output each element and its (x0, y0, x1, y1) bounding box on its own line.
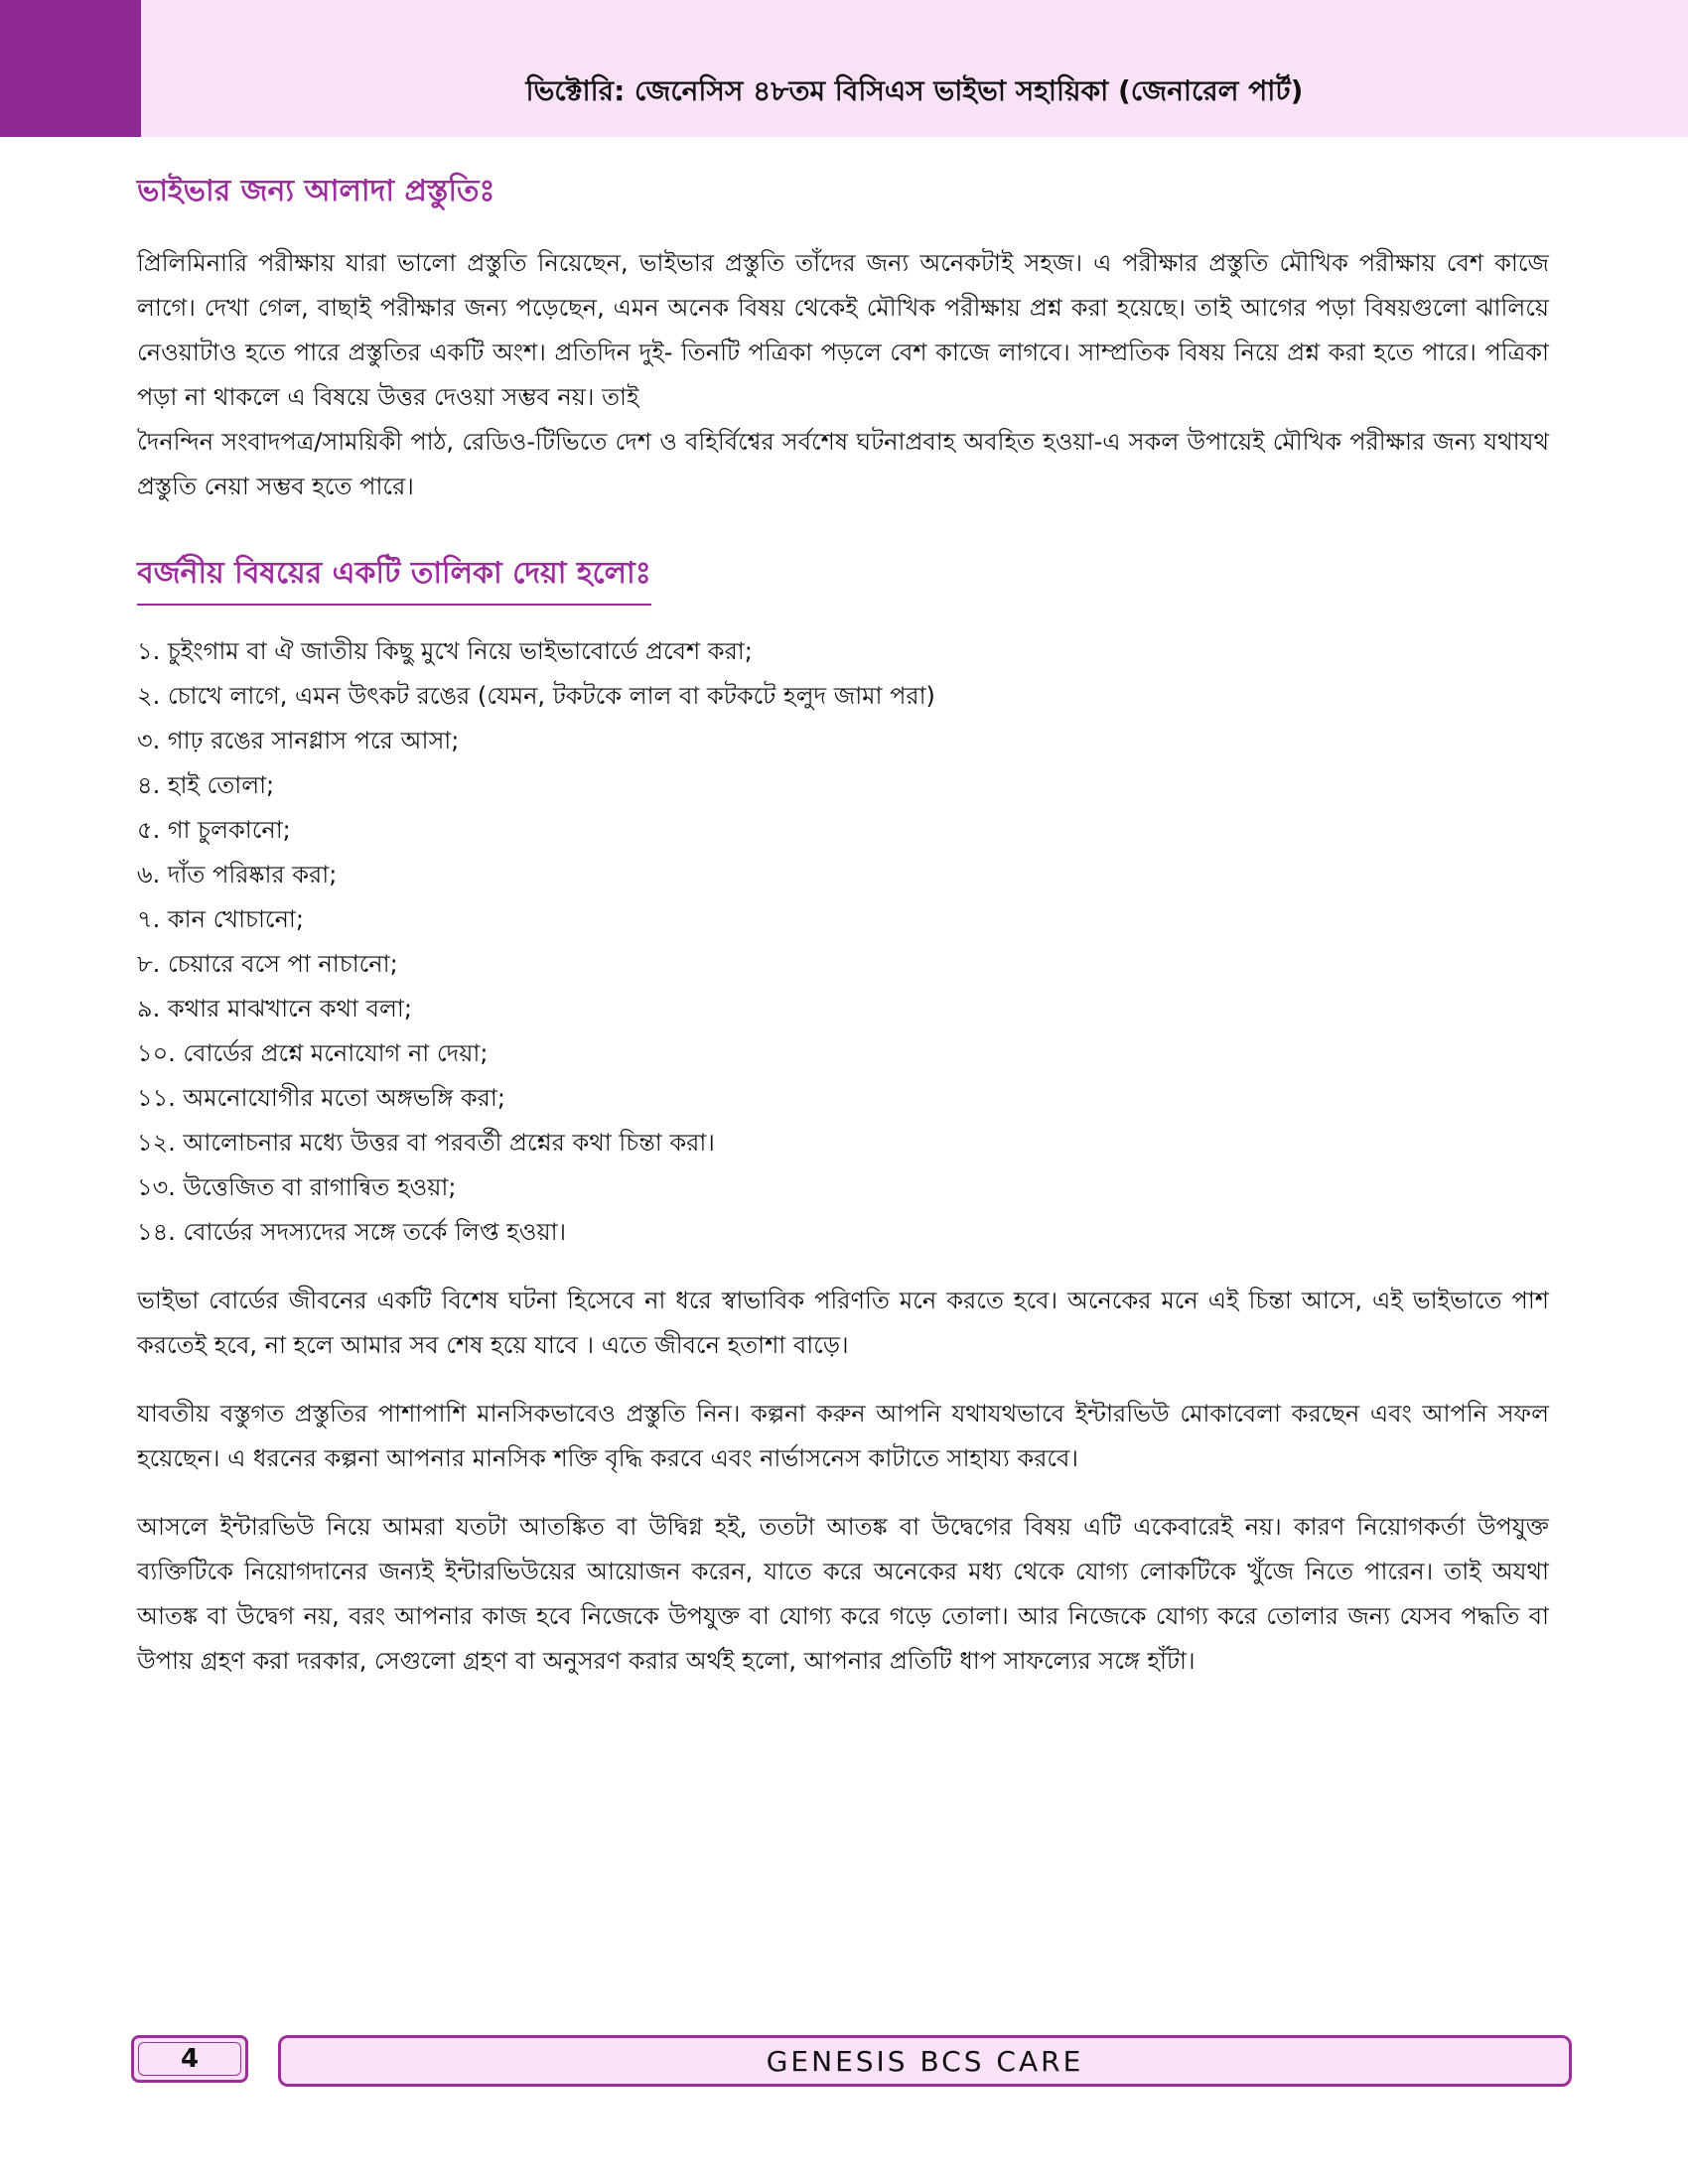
main-content (137, 167, 1549, 1684)
paragraph-preparation-1: প্রিলিমিনারি পরীক্ষায় যারা ভালো প্রস্তুতি নিয়েছেন, ভাইভার প্রস্তুতি তাঁদের জন্য অনেকটাই সহজ। এ পরীক্ষার প্রস্তুতি মৌখিক পরীক্ষায় বেশ কাজে লাগে। দেখা গেল, বাছাই পরীক্ষার জন্য পড়েছেন, এমন অনেক বিষয় থেকেই মৌখিক পরীক্ষায় প্রশ্ন করা হয়েছে। তাই আগের পড়া বিষয়গুলো ঝালিয়ে নেওয়াটাও হতে পারে প্রস্তুতির একটি অংশ। প্রতিদিন দুই- তিনটি পত্রিকা পড়লে বেশ কাজে লাগবে। সাম্প্রতিক বিষয় নিয়ে প্রশ্ন করা হতে পারে। পত্রিকা পড়া না থাকলে এ বিষয়ে উত্তর দেওয়া সম্ভব নয়। তাই (137, 249, 1550, 411)
paragraph-viva-mindset: ভাইভা বোর্ডের জীবনের একটি বিশেষ ঘটনা হিসেবে না ধরে স্বাভাবিক পরিণতি মনে করতে হবে। অনেকের মনে এই চিন্তা আসে, এই ভাইভাতে পাশ করতেই হবে, না হলে আমার সব শেষ হয়ে যাবে । এতে জীবনে হতাশা বাড়ে। (137, 1287, 1549, 1359)
page-header-band (0, 0, 1688, 137)
list-item: ১. চুইংগাম বা ঐ জাতীয় কিছু মুখে নিয়ে ভাইভাবোর্ডে প্রবেশ করা; (137, 637, 753, 665)
header-accent-block (0, 0, 141, 137)
section-heading-wrapper (137, 549, 1549, 606)
paragraph-mental-preparation: যাবতীয় বস্তুগত প্রস্তুতির পাশাপাশি মানসিকভাবেও প্রস্তুতি নিন। কল্পনা করুন আপনি যথাযথভাবে ইন্টারভিউ মোকাবেলা করছেন এবং আপনি সফল হয়েছেন। এ ধরনের কল্পনা আপনার মানসিক শক্তি বৃদ্ধি করবে এবং নার্ভাসনেস কাটাতে সাহায্য করবে। (137, 1400, 1549, 1472)
section-heading-preparation: ভাইভার জন্য আলাদা প্রস্তুতিঃ (137, 174, 495, 208)
paragraph-preparation-2: দৈনন্দিন সংবাদপত্র/সাময়িকী পাঠ, রেডিও-টিভিতে দেশ ও বহির্বিশ্বের সর্বশেষ ঘটনাপ্রবাহ অবহিত হওয়া-এ সকল উপায়েই মৌখিক পরীক্ষার জন্য যথাযথ প্রস্তুতি নেয়া সম্ভব হতে পারে। (137, 428, 1549, 500)
list-item: ৩. গাঢ় রঙের সানগ্লাস পরে আসা; (137, 727, 460, 754)
list-item: ৬. দাঁত পরিষ্কার করা; (137, 861, 338, 888)
page-number: 4 (180, 2044, 200, 2074)
list-item: ৮. চেয়ারে বসে পা নাচানো; (137, 950, 398, 978)
page-header-title: ভিক্টোরি: জেনেসিস ৪৮তম বিসিএস ভাইভা সহায়িকা (জেনারেল পার্ট) (525, 74, 1304, 107)
list-item: ২. চোখে লাগে, এমন উৎকট রঙের (যেমন, টকটকে লাল বা কটকটে হলুদ জামা পরা) (137, 682, 935, 710)
section-heading-avoid-list: বর্জনীয় বিষয়ের একটি তালিকা দেয়া হলোঃ (137, 549, 651, 606)
list-item: ১২. আলোচনার মধ্যে উত্তর বা পরবর্তী প্রশ্নের কথা চিন্তা করা। (137, 1129, 715, 1157)
list-item: ১১. অমনোযোগীর মতো অঙ্গভঙ্গি করা; (137, 1084, 505, 1112)
page-number-box (131, 2035, 248, 2083)
list-item: ১০. বোর্ডের প্রশ্নে মনোযোগ না দেয়া; (137, 1039, 489, 1067)
list-item: ৭. কান খোচানো; (137, 905, 304, 933)
list-item: ১৪. বোর্ডের সদস্যদের সঙ্গে তর্কে লিপ্ত হওয়া। (137, 1218, 567, 1246)
footer-brand-text: GENESIS BCS CARE (766, 2044, 1084, 2078)
list-item: ৫. গা চুলকানো; (137, 816, 291, 844)
footer-brand-box (278, 2035, 1572, 2087)
paragraph-interview-anxiety: আসলে ইন্টারভিউ নিয়ে আমরা যতটা আতঙ্কিত বা উদ্বিগ্ন হই, ততটা আতঙ্ক বা উদ্বেগের বিষয় এটি একেবারেই নয়। কারণ নিয়োগকর্তা উপযুক্ত ব্যক্তিটিকে নিয়োগদানের জন্যই ইন্টারভিউয়ের আয়োজন করেন, যাতে করে অনেকের মধ্য থেকে যোগ্য লোকটিকে খুঁজে নিতে পারেন। তাই অযথা আতঙ্ক বা উদ্বেগ নয়, বরং আপনার কাজ হবে নিজেকে উপযুক্ত বা যোগ্য করে গড়ে তোলা। আর নিজেকে যোগ্য করে তোলার জন্য যেসব পদ্ধতি বা উপায় গ্রহণ করা দরকার, সেগুলো গ্রহণ বা অনুসরণ করার অর্থই হলো, আপনার প্রতিটি ধাপ সাফল্যের সঙ্গে হাঁটা। (137, 1513, 1549, 1675)
list-item: ৯. কথার মাঝখানে কথা বলা; (137, 995, 412, 1023)
list-item: ১৩. উত্তেজিত বা রাগান্বিত হওয়া; (137, 1173, 457, 1201)
list-item: ৪. হাই তোলা; (137, 771, 275, 799)
avoid-list (137, 629, 1549, 1255)
